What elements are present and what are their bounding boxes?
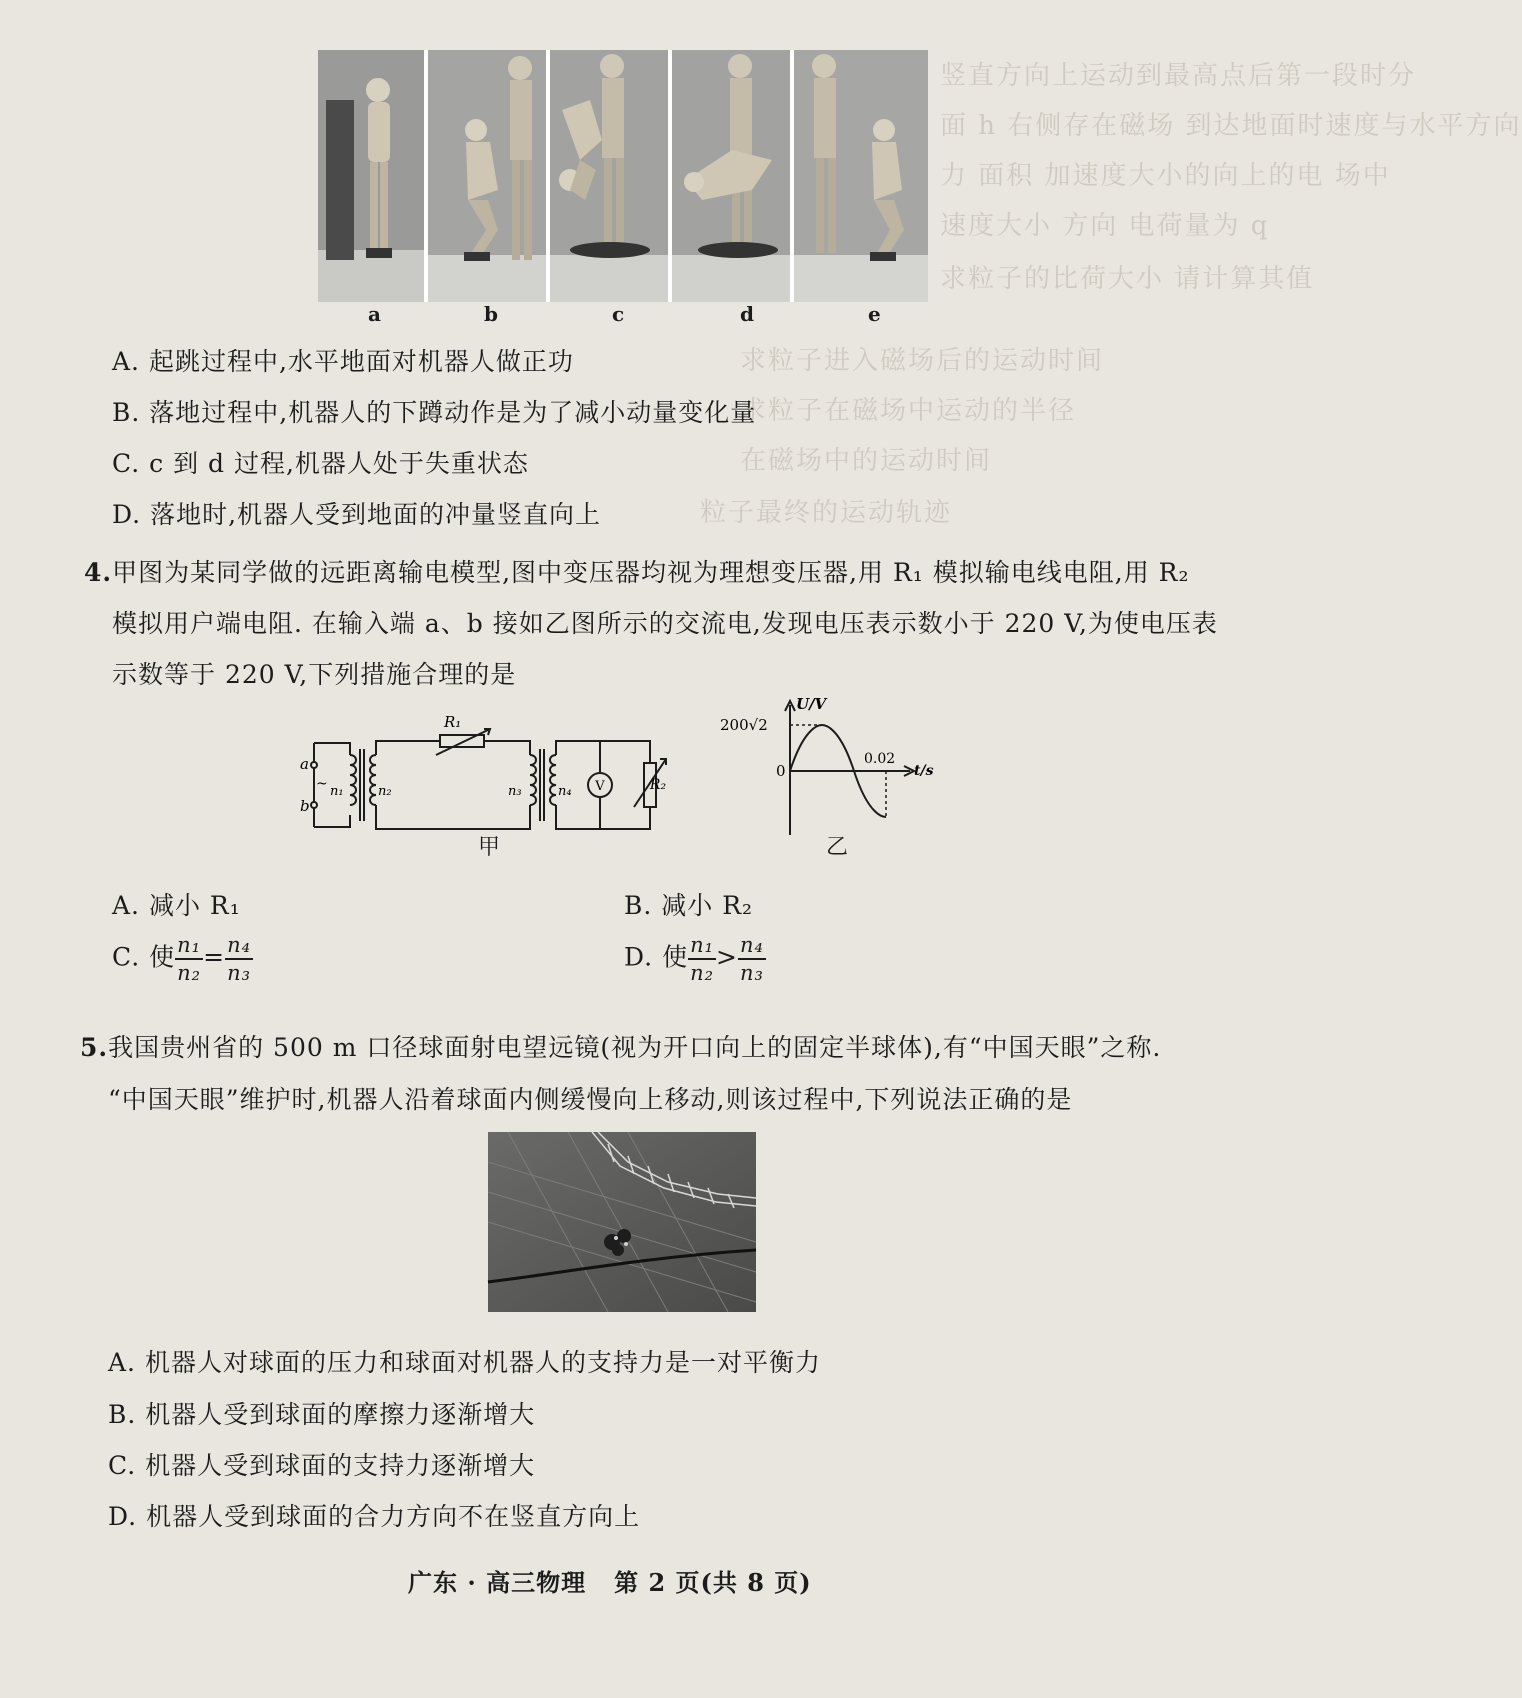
fraction-n4-over-n3: [738, 932, 766, 986]
numerator: n₄: [225, 932, 253, 960]
denominator: n₂: [690, 961, 715, 985]
q3-option-a: [112, 342, 574, 378]
option-letter: A.: [112, 347, 141, 376]
option-letter: B.: [108, 1400, 137, 1429]
fast-telescope-robot-photo: [488, 1132, 756, 1312]
bleed-through-text: 速度大小 方向 电荷量为 q: [940, 211, 1270, 241]
fraction-n4-over-n3: [225, 932, 253, 986]
bleed-through-text: 在磁场中的运动时间: [740, 446, 993, 476]
option-letter: A.: [112, 891, 141, 920]
voltmeter-label: V: [595, 779, 605, 794]
photo-label-a: a: [368, 302, 381, 326]
terminal-b-label: b: [300, 797, 310, 815]
q4-stem-line-3: 示数等于 220 V,下列措施合理的是: [112, 660, 517, 689]
option-text: 落地过程中,机器人的下蹲动作是为了减小动量变化量: [149, 398, 757, 427]
q4-stem-line-1: [84, 553, 1189, 589]
denominator: n₂: [177, 961, 202, 985]
option-letter: D.: [108, 1502, 138, 1531]
option-letter: B.: [624, 891, 653, 920]
q4-option-c: [112, 932, 253, 986]
question-number: 5.: [80, 1033, 109, 1062]
q5-stem-text: 我国贵州省的 500 m 口径球面射电望远镜(视为开口向上的固定半球体),有“中国天眼”之称.: [108, 1033, 1162, 1062]
fraction-n1-over-n2: [175, 932, 203, 986]
option-letter: C.: [112, 449, 141, 478]
photo-panel-a: [318, 50, 424, 302]
bleed-through-text: 求粒子进入磁场后的运动时间: [740, 346, 1105, 376]
terminal-a-label: a: [300, 755, 309, 773]
page-footer: 广东 · 高三物理 第 2 页(共 8 页): [408, 1568, 812, 1597]
q3-option-c: [112, 444, 529, 480]
ac-voltage-graph: [720, 695, 960, 845]
q5-option-d: [108, 1497, 640, 1533]
graph-y-axis-label: U/V: [796, 695, 827, 713]
graph-origin-label: 0: [776, 762, 786, 780]
graph-caption: 乙: [826, 835, 850, 860]
photo-panel-b: [428, 50, 546, 302]
coil-n3-label: n₃: [508, 784, 522, 799]
bleed-through-text: 求粒子在磁场中运动的半径: [740, 396, 1077, 426]
graph-peak-label: 200√2: [720, 716, 768, 734]
photo-label-b: b: [484, 302, 498, 326]
graph-x-axis-label: t/s: [914, 763, 934, 779]
photo-label-e: e: [868, 302, 881, 326]
option-text: 减小 R₂: [661, 891, 754, 920]
fraction-n1-over-n2: [688, 932, 716, 986]
photo-label-c: c: [612, 302, 625, 326]
relation-sign: =: [203, 942, 226, 972]
q5-option-b: [108, 1395, 535, 1431]
resistor-r1-label: R₁: [444, 713, 462, 731]
relation-sign: >: [716, 942, 738, 972]
bleed-through-text: 求粒子的比荷大小 请计算其值: [940, 264, 1315, 294]
q4-stem-text: 甲图为某同学做的远距离输电模型,图中变压器均视为理想变压器,用 R₁ 模拟输电线电阻,用 R₂: [112, 558, 1190, 587]
option-letter: C.: [112, 942, 141, 972]
denominator: n₃: [227, 961, 252, 985]
bleed-through-text: 竖直方向上运动到最高点后第一段时分: [940, 61, 1417, 91]
option-letter: A.: [108, 1348, 137, 1377]
q3-option-d: [112, 495, 601, 531]
q5-stem-line-1: [80, 1028, 1161, 1064]
coil-n4-label: n₄: [558, 784, 572, 799]
option-text: 机器人受到球面的摩擦力逐渐增大: [145, 1400, 536, 1429]
bleed-through-text: 力 面积 加速度大小的向上的电 场中: [940, 161, 1391, 191]
photo-panel-d: [672, 50, 790, 302]
q4-stem-line-2: 模拟用户端电阻. 在输入端 a、b 接如乙图所示的交流电,发现电压表示数小于 220 V,为使电压表: [112, 609, 1218, 638]
option-text: 落地时,机器人受到地面的冲量竖直向上: [150, 500, 602, 529]
numerator: n₁: [688, 932, 716, 960]
bleed-through-text: 粒子最终的运动轨迹: [700, 498, 953, 528]
option-text: c 到 d 过程,机器人处于失重状态: [149, 449, 529, 478]
photo-panel-c: [550, 50, 668, 302]
circuit-caption: 甲: [478, 835, 502, 860]
q5-stem-line-2: “中国天眼”维护时,机器人沿着球面内侧缓慢向上移动,则该过程中,下列说法正确的是: [108, 1085, 1073, 1114]
option-letter: D.: [624, 942, 654, 972]
photo-panel-e: [794, 50, 928, 302]
option-text: 机器人受到球面的合力方向不在竖直方向上: [146, 1502, 641, 1531]
q5-option-a: [108, 1343, 821, 1379]
denominator: n₃: [739, 961, 764, 985]
photo-label-d: d: [740, 302, 754, 326]
q4-option-a: [112, 886, 241, 922]
numerator: n₄: [738, 932, 766, 960]
option-text: 机器人对球面的压力和球面对机器人的支持力是一对平衡力: [144, 1348, 821, 1377]
bleed-through-text: 面 h 右侧存在磁场 到达地面时速度与水平方向: [940, 111, 1522, 141]
option-letter: B.: [112, 398, 141, 427]
option-prefix: 使: [662, 942, 689, 972]
option-text: 起跳过程中,水平地面对机器人做正功: [148, 347, 574, 376]
coil-n1-label: n₁: [330, 784, 344, 799]
numerator: n₁: [175, 932, 203, 960]
resistor-r2-label: R₂: [649, 777, 667, 793]
q4-option-b: [624, 886, 753, 922]
q4-option-d: [624, 932, 766, 986]
robot-jump-photo-sequence: [318, 50, 928, 302]
option-letter: D.: [112, 500, 142, 529]
q3-option-b: [112, 393, 756, 429]
graph-period-label: 0.02: [864, 751, 896, 767]
coil-n2-label: n₂: [378, 784, 392, 799]
option-prefix: 使: [149, 942, 176, 972]
option-text: 减小 R₁: [148, 891, 241, 920]
svg-text:~: ~: [316, 776, 328, 792]
option-text: 机器人受到球面的支持力逐渐增大: [145, 1451, 536, 1480]
option-letter: C.: [108, 1451, 137, 1480]
q5-option-c: [108, 1446, 535, 1482]
question-number: 4.: [84, 558, 113, 587]
